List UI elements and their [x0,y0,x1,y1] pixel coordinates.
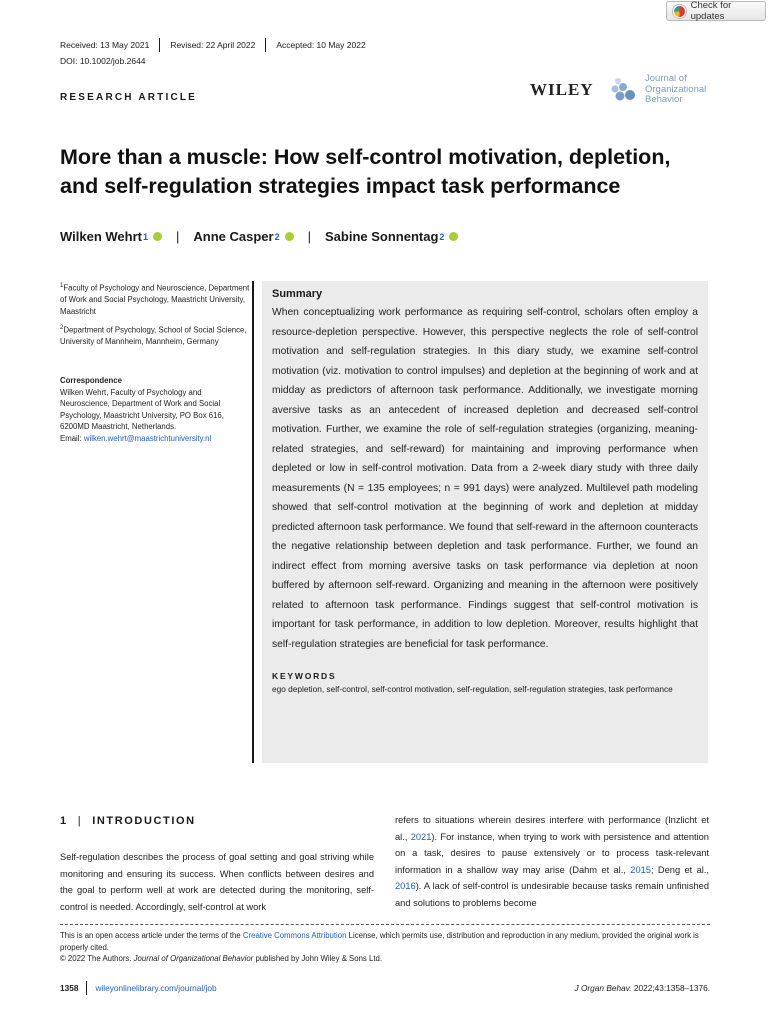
author-name[interactable]: Sabine Sonnentag [325,229,439,244]
journal-citation: J Organ Behav. 2022;43:1358–1376. [574,983,710,993]
revised-date: Revised: 22 April 2022 [170,40,256,50]
affiliation-1: $^1$Faculty of Psychology and Neuroscience, Department of Work and Social Psychology, Maastricht University, Maastricht [60,283,250,316]
page-footer [60,981,710,995]
author-list [60,229,458,244]
article-title: More than a muscle: How self-control motivation, depletion, and self-regulation strategies impact task performance [60,145,671,198]
author-separator: | [307,229,312,244]
check-for-updates-button[interactable] [666,1,766,21]
affiliation-marker[interactable]: 2 [274,231,280,242]
summary-box [262,281,708,763]
keywords-text: ego depletion, self-control, self-control motivation, self-regulation, self-regulation strategies, task performance [272,684,673,694]
affiliation-marker[interactable]: 1 [143,231,149,242]
summary-heading: Summary [272,288,323,300]
journal-url-link[interactable]: wileyonlinelibrary.com/journal/job [95,983,217,993]
doi: DOI: 10.1002/job.2644 [60,56,146,66]
article-history [60,38,376,52]
article-type: RESEARCH ARTICLE [60,92,198,103]
citation-link[interactable]: 2021 [410,831,432,842]
correspondence-heading: Correspondence [60,376,122,385]
correspondence [60,375,250,444]
received-date: Received: 13 May 2021 [60,40,150,50]
correspondence-address: Wilken Wehrt, Faculty of Psychology and Neuroscience, Department of Work and Social Psychology, Maastricht University, PO Box 616, 6200MD Maastricht, Netherlands. [60,387,224,431]
footer-divider [86,981,87,995]
page-number: 1358 [60,983,79,993]
journal-logo-icon [610,76,638,104]
license-link[interactable]: Creative Commons Attribution [242,931,347,940]
author-name[interactable]: Wilken Wehrt [60,229,142,244]
affiliation-marker[interactable]: 2 [439,231,445,242]
citation-link[interactable]: 2015 [630,864,651,875]
journal-name: Journal of Organizational Behavior [645,73,707,105]
license-note: This is an open access article under the terms of the Creative Commons Attribution License, which permits use, distribution and reproduction in any medium, provided the original work is properly cited. © 2022 The Authors. Journal of Organizational Behavior published by John Wiley & Sons Ltd. [60,931,699,964]
affiliation-2: $^2$Department of Psychology, School of Social Science, University of Mannheim, Mannheim, Germany [60,325,247,347]
crossmark-icon [673,5,686,18]
author-separator: | [176,229,180,244]
correspondence-email: Email: wilken.wehrt@maastrichtuniversity.nl [60,433,212,443]
accepted-date: Accepted: 10 May 2022 [276,40,366,50]
keywords-heading: KEYWORDS [272,671,337,681]
summary-rule [252,281,254,763]
orcid-icon[interactable] [153,232,162,241]
body-text-right: refers to situations wherein desires interfere with performance (Inzlicht et al., 2021). For instance, when trying to work with persistence and attention on a task, desires to pause extensively or to process task-relevant information in a shallow way may arise (Dahm et al., 2015; Deng et al., 2016). A lack of self-control is undesirable because tasks remain unfinished and solutions to problems become [395,815,710,908]
orcid-icon[interactable] [285,232,294,241]
citation-link[interactable]: 2016 [395,881,416,892]
publisher-logo: WILEY [530,80,594,99]
section-heading: 1 | INTRODUCTION [60,815,196,827]
email-link[interactable]: wilken.wehrt@maastrichtuniversity.nl [83,433,212,443]
body-text-left: Self-regulation describes the process of goal setting and goal striving while monitoring and ensuring its success. When conflicts between desires and the goal to perform well at work are detected during the monitoring, self-control is needed. Accordingly, self-control at work [60,852,374,912]
author-name[interactable]: Anne Casper [193,229,274,244]
summary-text: When conceptualizing work performance as requiring self-control, scholars often employ a resource-depletion perspective. However, this perspective neglects the role of self-control motivation and self-regulation strategies. In this diary study, we examine self-control motivation (viz. motivation to control impulses) and depletion at the beginning of work and at midday as predictors of afternoon task performance. Additionally, we investigate morning aversive tasks as an antecedent of increased depletion and decreased self-control motivation. Further, we examine the role of self-regulation strategies (organizing, meaning-related strategies, and self-reward) for maintaining and improving performance when depleted or low in self-control motivation. Data from a 2-week diary study with three daily measurements (N = 135 employees; n = 991 days) were analyzed. Multilevel path modeling showed that self-control motivation at the beginning of work and depletion at midday predicted afternoon task performance. We found that self-reward in the afternoon counteracts the negative relationship between depletion and task performance. Further, we found an indirect effect from morning aversive tasks on task performance via depletion at noon buffered by afternoon self-reward. Organizing and meaning in the afternoon were positively related to afternoon task performance. Findings suggest that self-control motivation is important for task performance, in addition to low depletion. Moreover, results highlight that self-regulation strategies are beneficial for task performance. [272,307,698,650]
orcid-icon[interactable] [449,232,458,241]
check-for-updates-label: Check for updates [690,0,732,22]
footnote-divider [60,924,710,925]
